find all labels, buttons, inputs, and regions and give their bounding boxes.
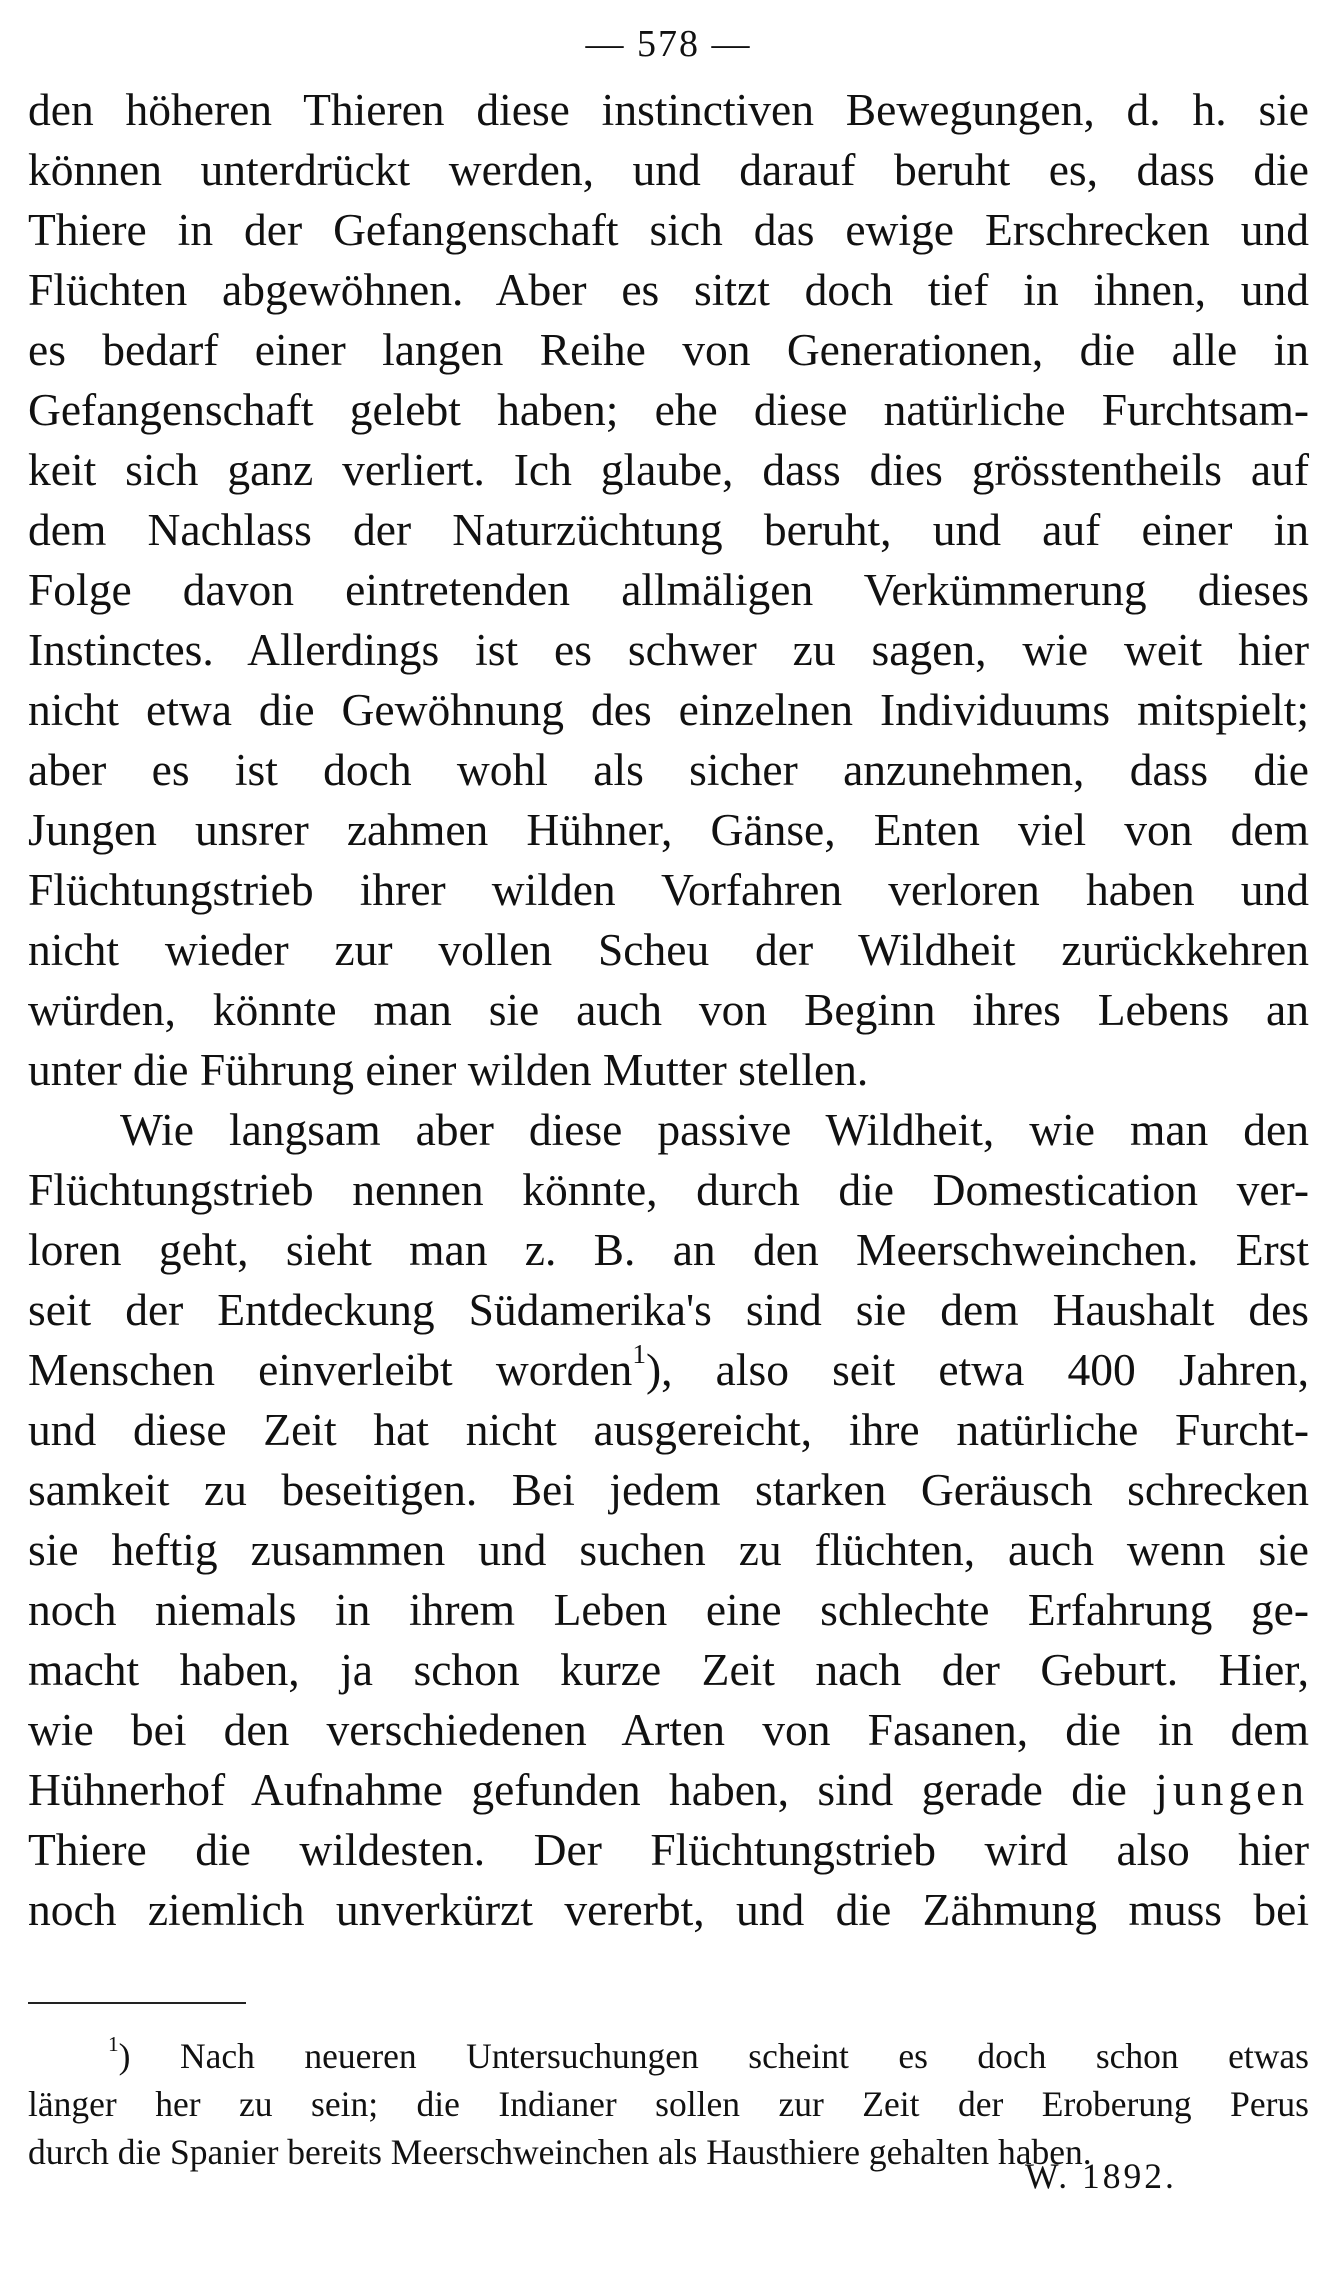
text-line: keit sich ganz verliert. Ich glaube, dass dies grösstentheils auf <box>28 444 1309 495</box>
text-line: Thiere in der Gefangenschaft sich das ewige Erschrecken und <box>28 204 1309 255</box>
text-line: Instinctes. Allerdings ist es schwer zu sagen, wie weit hier <box>28 624 1309 675</box>
text-line: seit der Entdeckung Südamerika's sind sie dem Haushalt des <box>28 1284 1309 1335</box>
footnote-signature: W. 1892. <box>1025 2156 1177 2196</box>
text-line: dem Nachlass der Naturzüchtung beruht, und auf einer in <box>28 504 1309 555</box>
text-line: noch niemals in ihrem Leben eine schlechte Erfahrung ge- <box>28 1584 1309 1635</box>
text-line: und diese Zeit hat nicht ausgereicht, ihre natürliche Furcht- <box>28 1404 1309 1455</box>
text-line: aber es ist doch wohl als sicher anzunehmen, dass die <box>28 744 1309 795</box>
text-line: loren geht, sieht man z. B. an den Meerschweinchen. Erst <box>28 1224 1309 1275</box>
text-line: nicht wieder zur vollen Scheu der Wildheit zurückkehren <box>28 924 1309 975</box>
line-text: Menschen einverleibt worden <box>28 1344 633 1395</box>
text-line-with-emphasis <box>28 1760 1309 1820</box>
spaced-emphasis: jungen <box>1155 1764 1310 1815</box>
text-line-with-footnote-ref <box>28 1340 1309 1400</box>
text-line: Thiere die wildesten. Der Flüchtungstrieb wird also hier <box>28 1824 1309 1875</box>
text-line: nicht etwa die Gewöhnung des einzelnen Individuums mitspielt; <box>28 684 1309 735</box>
footnote-separator <box>28 2002 246 2004</box>
text-line: Folge davon eintretenden allmäligen Verkümmerung dieses <box>28 564 1309 615</box>
text-line: Gefangenschaft gelebt haben; ehe diese natürliche Furchtsam- <box>28 384 1309 435</box>
text-line: samkeit zu beseitigen. Bei jedem starken Geräusch schrecken <box>28 1464 1309 1515</box>
text-line: Flüchten abgewöhnen. Aber es sitzt doch tief in ihnen, und <box>28 264 1309 315</box>
line-text: Hühnerhof Aufnahme gefunden haben, sind gerade die <box>28 1764 1127 1815</box>
text-line: sie heftig zusammen und suchen zu flüchten, auch wenn sie <box>28 1524 1309 1575</box>
footnote-text: ) Nach neueren Untersuchungen scheint es doch schon etwas <box>118 2036 1309 2076</box>
text-line: Flüchtungstrieb ihrer wilden Vorfahren verloren haben und <box>28 864 1309 915</box>
paragraph-start-line: Wie langsam aber diese passive Wildheit, wie man den <box>120 1104 1309 1155</box>
footnote-line: durch die Spanier bereits Meerschweinchen als Hausthiere gehalten haben. <box>28 2132 1092 2172</box>
footnote-marker: 1 <box>108 2031 119 2056</box>
text-line: noch ziemlich unverkürzt vererbt, und die Zähmung muss bei <box>28 1884 1309 1935</box>
page-number: — 578 — <box>585 23 752 65</box>
text-line: wie bei den verschiedenen Arten von Fasanen, die in dem <box>28 1704 1309 1755</box>
paragraph-end-line: unter die Führung einer wilden Mutter stellen. <box>28 1044 869 1095</box>
footnote-reference: 1 <box>632 1339 646 1370</box>
text-line: Jungen unsrer zahmen Hühner, Gänse, Enten viel von dem <box>28 804 1309 855</box>
text-line: können unterdrückt werden, und darauf beruht es, dass die <box>28 144 1309 195</box>
text-line: den höheren Thieren diese instinctiven Bewegungen, d. h. sie <box>28 84 1309 135</box>
line-text: ), also seit etwa 400 Jahren, <box>645 1344 1309 1395</box>
footnote-line: länger her zu sein; die Indianer sollen zur Zeit der Eroberung Perus <box>28 2084 1309 2124</box>
text-line: würden, könnte man sie auch von Beginn ihres Lebens an <box>28 984 1309 1035</box>
text-line: es bedarf einer langen Reihe von Generationen, die alle in <box>28 324 1309 375</box>
text-line: Flüchtungstrieb nennen könnte, durch die Domestication ver- <box>28 1164 1309 1215</box>
footnote-line <box>108 2032 1309 2080</box>
text-line: macht haben, ja schon kurze Zeit nach der Geburt. Hier, <box>28 1644 1309 1695</box>
